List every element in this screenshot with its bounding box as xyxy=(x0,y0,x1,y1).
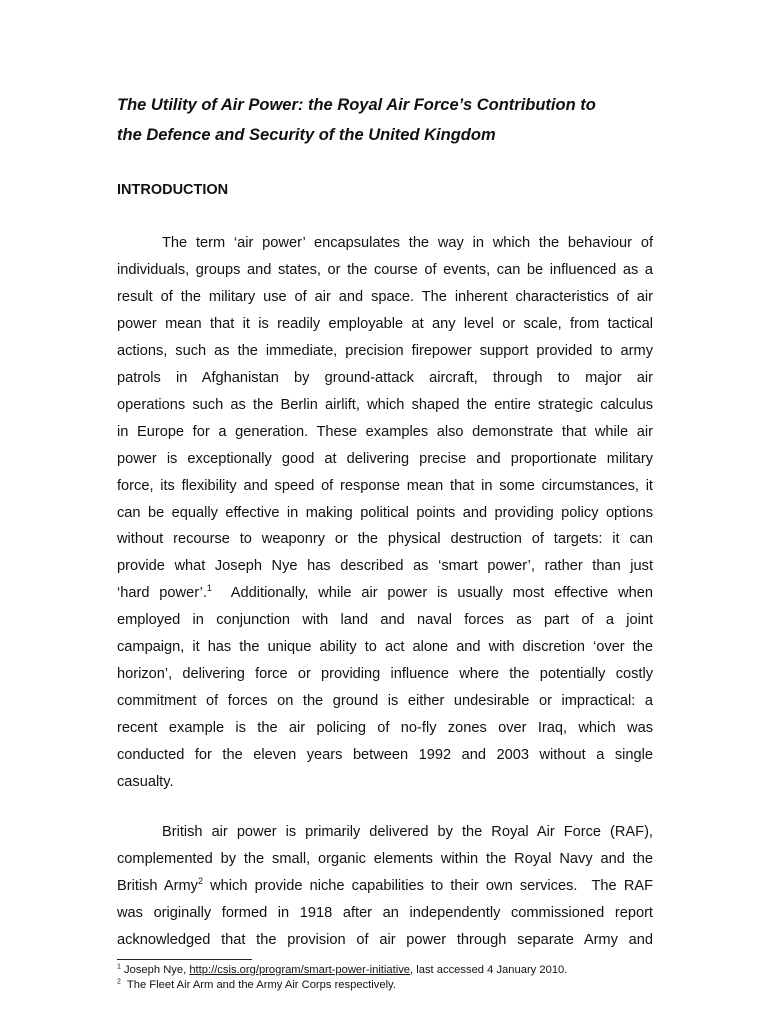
paragraph-1-line: power mean that it is readily employable at any level or scale, from tactical xyxy=(117,315,653,332)
section-heading: INTRODUCTION xyxy=(117,182,229,198)
footnote-2 xyxy=(117,978,677,993)
paragraph-1-line: actions, such as the immediate, precision firepower support provided to army xyxy=(117,342,653,359)
paragraph-2 xyxy=(117,819,653,954)
footnote-1-mark: 1 xyxy=(117,963,121,971)
paragraph-2-line-part: British Army xyxy=(117,877,198,894)
paragraph-1-line: recent example is the air policing of no-fly zones over Iraq, which was xyxy=(117,720,653,737)
footnote-reference-1[interactable]: 1 xyxy=(206,583,212,594)
paragraph-1-line: patrols in Afghanistan by ground-attack aircraft, through to major air xyxy=(117,369,653,386)
footnotes xyxy=(117,963,677,993)
paragraph-2-line: complemented by the small, organic elements within the Royal Navy and the xyxy=(117,850,653,867)
paragraph-1-line: operations such as the Berlin airlift, which shaped the entire strategic calculus xyxy=(117,396,653,413)
footnote-divider xyxy=(117,959,252,960)
footnote-2-text: The Fleet Air Arm and the Army Air Corps respectively. xyxy=(120,979,396,991)
paragraph-1-line: campaign, it has the unique ability to act alone and with discretion ‘over the xyxy=(117,639,653,656)
title-line-1: The Utility of Air Power: the Royal Air Force’s Contribution to xyxy=(117,96,596,114)
paragraph-1-line: without recourse to weaponry or the physical destruction of targets: it can xyxy=(117,531,653,548)
paragraph-1-line: employed in conjunction with land and naval forces as part of a joint xyxy=(117,612,653,629)
paragraph-2-line-with-footnote xyxy=(117,873,653,900)
footnote-1-suffix: , last accessed 4 January 2010. xyxy=(410,964,568,976)
footnote-1-link[interactable]: http://csis.org/program/smart-power-initiative xyxy=(189,964,411,976)
paragraph-1-line-part: Additionally, while air power is usually most effective when xyxy=(211,585,653,602)
footnote-2-mark: 2 xyxy=(117,978,121,986)
paragraph-1-line: result of the military use of air and space. The inherent characteristics of air xyxy=(117,288,653,305)
paragraph-1-line: horizon’, delivering force or providing influence where the potentially costly xyxy=(117,666,653,683)
footnote-reference-2[interactable]: 2 xyxy=(197,876,203,887)
paragraph-1 xyxy=(117,230,653,796)
paragraph-1-line: casualty. xyxy=(117,774,174,791)
paragraph-2-line: was originally formed in 1918 after an independently commissioned report xyxy=(117,904,653,921)
paragraph-1-line: individuals, groups and states, or the course of events, can be influenced as a xyxy=(117,261,653,278)
paragraph-1-line: The term ‘air power’ encapsulates the way in which the behaviour of xyxy=(162,235,653,251)
paragraph-2-line: British air power is primarily delivered by the Royal Air Force (RAF), xyxy=(162,824,653,840)
paragraph-2-line-part: which provide niche capabilities to their own services. The RAF xyxy=(202,877,654,894)
paragraph-1-line: commitment of forces on the ground is either undesirable or impractical: a xyxy=(117,693,653,710)
paragraph-2-line: acknowledged that the provision of air power through separate Army and xyxy=(117,931,653,948)
document-title xyxy=(117,90,662,150)
paragraph-1-line: provide what Joseph Nye has described as ‘smart power’, rather than just xyxy=(117,558,653,575)
footnote-1-text: Joseph Nye, xyxy=(120,964,190,976)
paragraph-1-line: conducted for the eleven years between 1992 and 2003 without a single xyxy=(117,747,653,764)
footnote-1 xyxy=(117,963,677,978)
paragraph-1-line: power is exceptionally good at delivering precise and proportionate military xyxy=(117,450,653,467)
paragraph-1-line-with-footnote xyxy=(117,580,653,607)
paragraph-1-line: can be equally effective in making political points and providing policy options xyxy=(117,504,653,521)
paragraph-1-line: in Europe for a generation. These examples also demonstrate that while air xyxy=(117,423,653,440)
title-line-2: the Defence and Security of the United Kingdom xyxy=(117,126,496,144)
paragraph-1-line-part: ‘hard power’. xyxy=(117,585,207,602)
paragraph-1-line: force, its flexibility and speed of response mean that in some circumstances, it xyxy=(117,477,653,494)
